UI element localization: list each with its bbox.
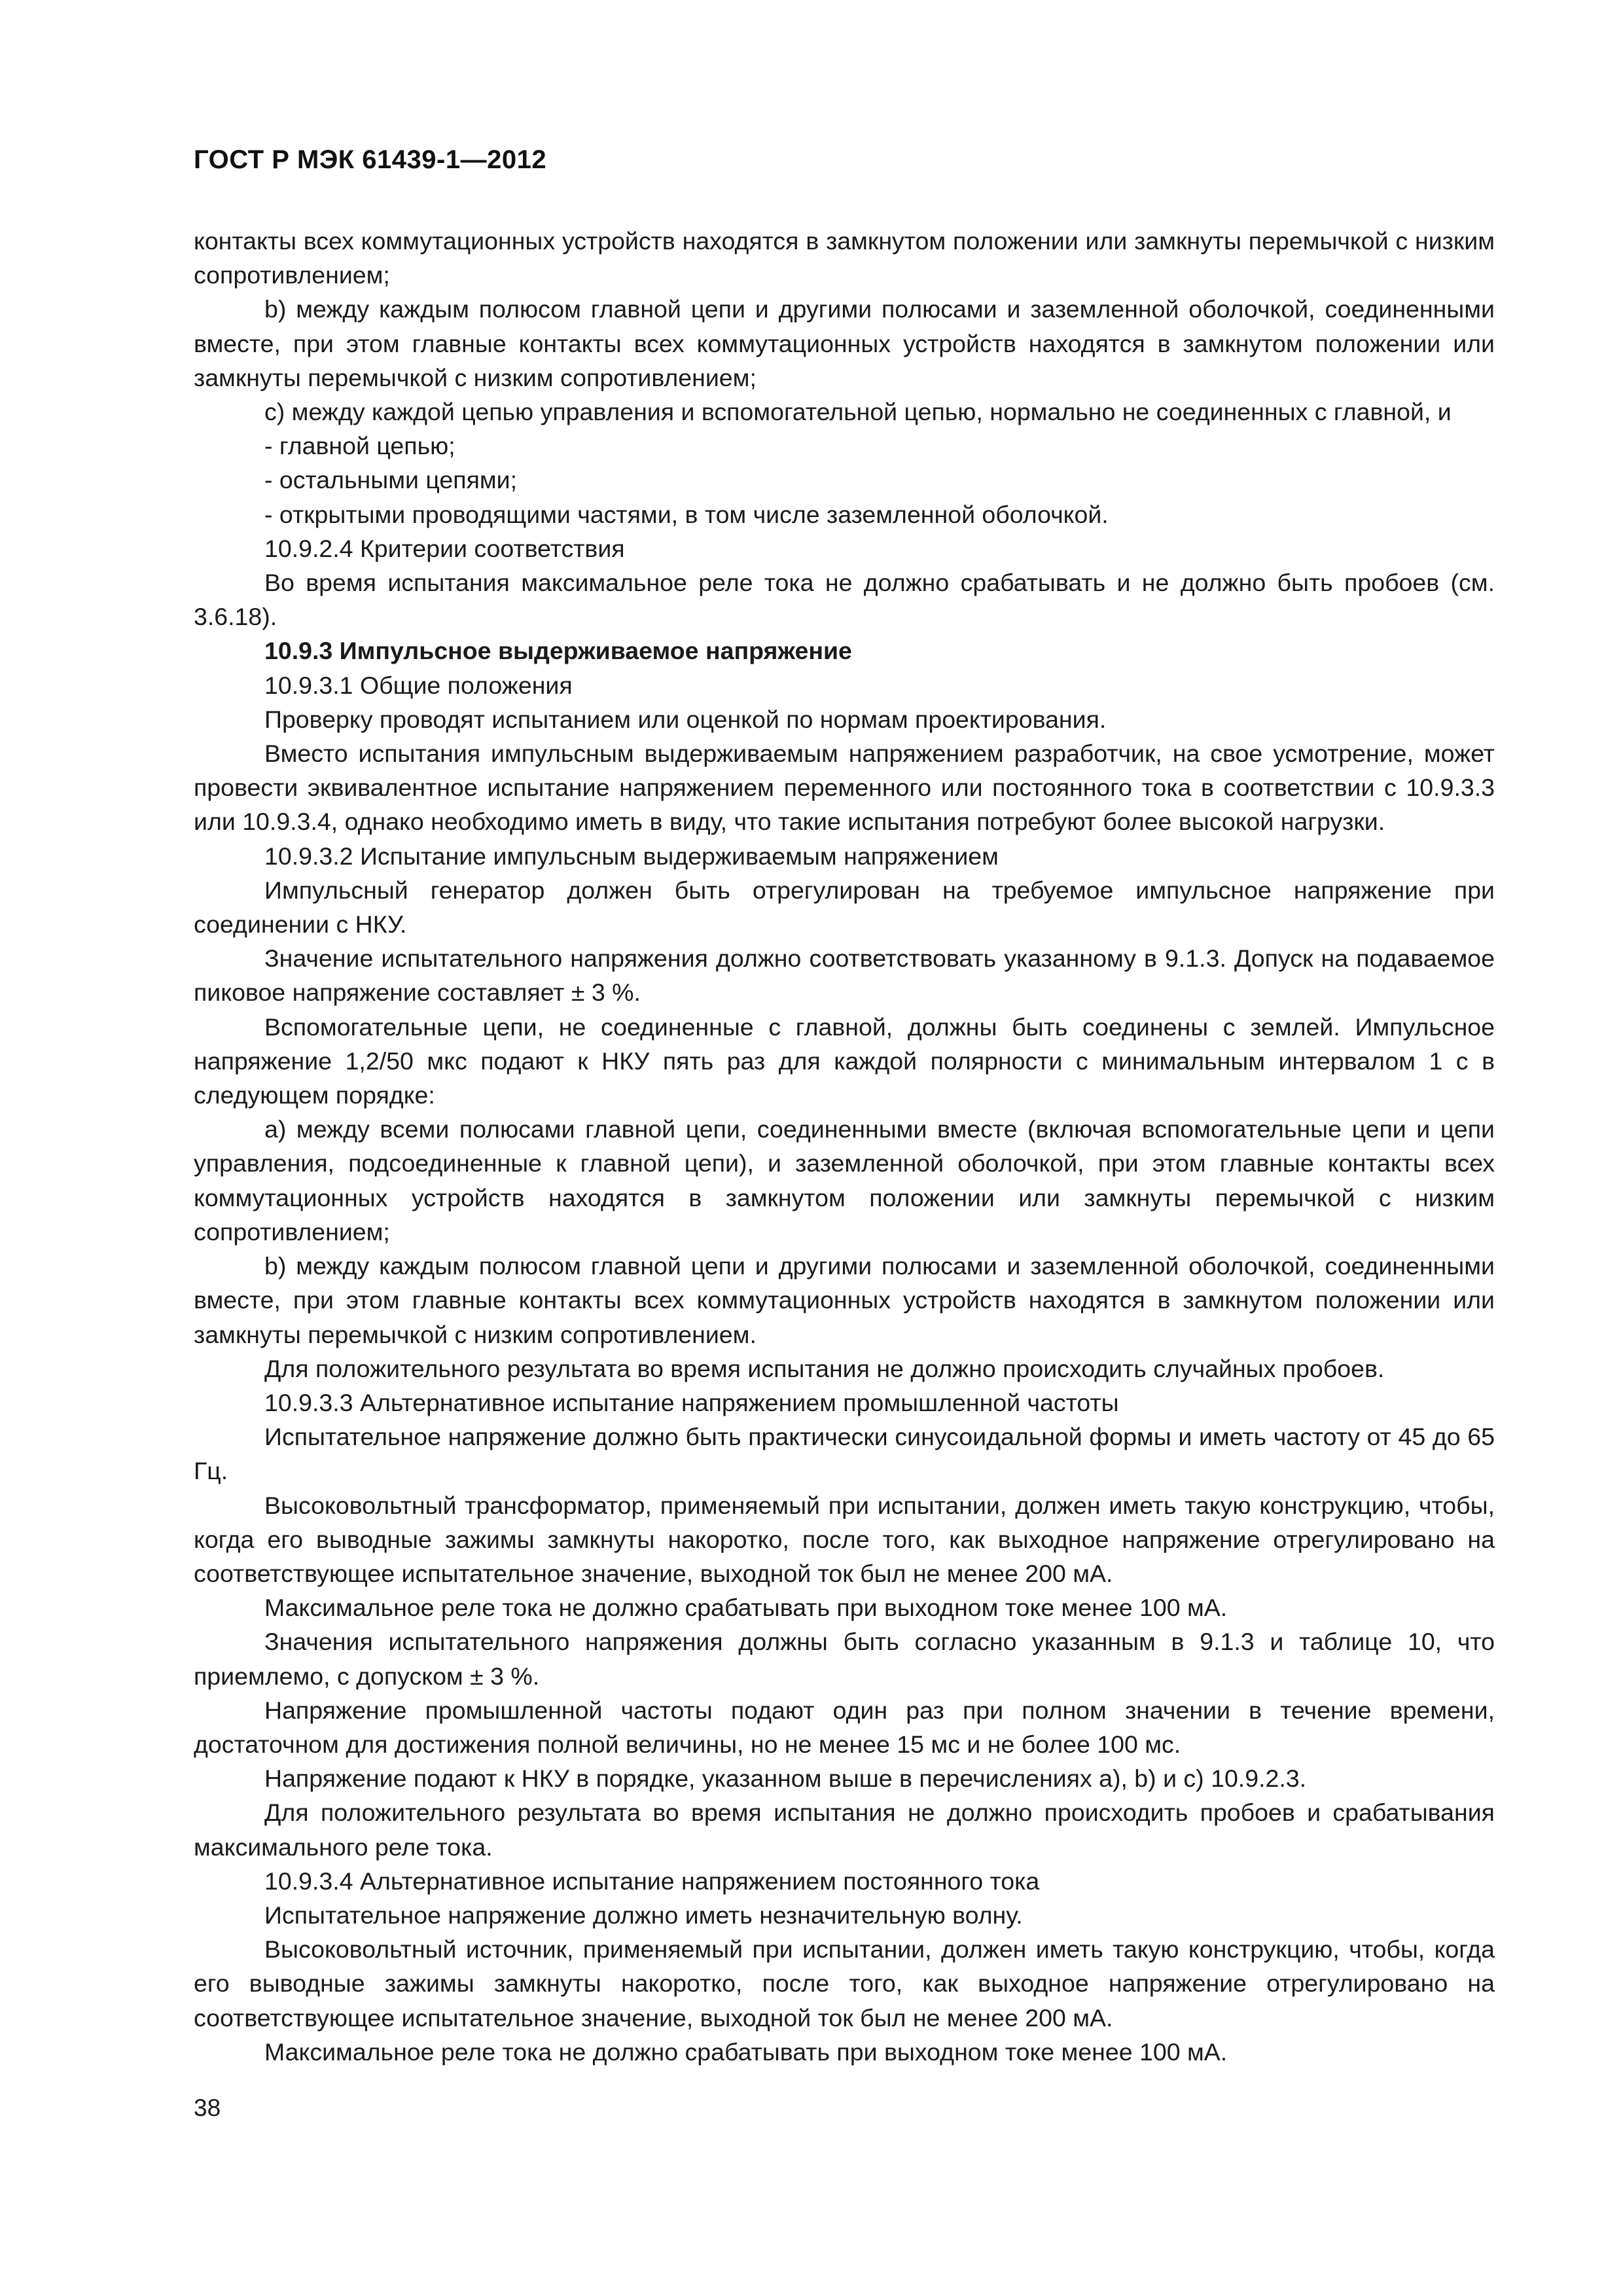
document-header-id: ГОСТ Р МЭК 61439-1—2012 (194, 145, 547, 174)
paragraph: Напряжение промышленной частоты подают один раз при полном значении в течение времени, достаточном для достижения полной величины, но не менее 15 мс и не более 100 мс. (194, 1696, 1495, 1758)
paragraph: Проверку проводят испытанием или оценкой по нормам проектирования. (264, 705, 1107, 733)
paragraph: 10.9.3.2 Испытание импульсным выдерживаемым напряжением (264, 842, 999, 870)
paragraph: Для положительного результата во время испытания не должно происходить случайных пробоев. (264, 1354, 1385, 1382)
paragraph: Высоковольтный источник, применяемый при испытании, должен иметь такую конструкцию, чтобы, когда его выводные зажимы замкнуты накоротко, после того, как выходное напряжение отрегулировано на соответствующее испытательное значение, выходной ток был не менее 200 мА. (194, 1935, 1495, 2032)
paragraph: Импульсный генератор должен быть отрегулирован на требуемое импульсное напряжение при соединении с НКУ. (194, 876, 1495, 939)
paragraph: Вспомогательные цепи, не соединенные с главной, должны быть соединены с землей. Импульсное напряжение 1,2/50 мкс подают к НКУ пять раз для каждой полярности с минимальным интервалом 1 с в следующем порядке: (194, 1013, 1495, 1109)
paragraph: 10.9.3.1 Общие положения (264, 671, 573, 699)
paragraph: Для положительного результата во время испытания не должно происходить пробоев и срабатывания максимального реле тока. (194, 1799, 1495, 1861)
document-body (194, 224, 1495, 2069)
paragraph: Испытательное напряжение должно иметь незначительную волну. (264, 1901, 1023, 1929)
paragraph: - открытыми проводящими частями, в том числе заземленной оболочкой. (264, 500, 1109, 528)
paragraph: 10.9.3.3 Альтернативное испытание напряжением промышленной частоты (264, 1388, 1119, 1416)
paragraph: Максимальное реле тока не должно срабатывать при выходном токе менее 100 мА. (264, 1594, 1228, 1622)
paragraph: b) между каждым полюсом главной цепи и другими полюсами и заземленной оболочкой, соединенными вместе, при этом главные контакты всех коммутационных устройств находятся в замкнутом положении или замкнуты перемычкой с низким сопротивлением. (194, 1252, 1495, 1348)
paragraph: контакты всех коммутационных устройств находятся в замкнутом положении или замкнуты перемычкой с низким сопротивлением; (194, 227, 1495, 289)
paragraph: Значения испытательного напряжения должны быть согласно указанным в 9.1.3 и таблице 10, что приемлемо, с допуском ± 3 %. (194, 1628, 1495, 1690)
page-number: 38 (194, 2094, 221, 2121)
paragraph: Напряжение подают к НКУ в порядке, указанном выше в перечислениях a), b) и c) 10.9.2.3. (264, 1765, 1307, 1793)
section-heading: 10.9.3 Импульсное выдерживаемое напряжение (264, 637, 852, 665)
paragraph: Высоковольтный трансформатор, применяемый при испытании, должен иметь такую конструкцию, чтобы, когда его выводные зажимы замкнуты накоротко, после того, как выходное напряжение отрегулировано на соответствующее испытательное значение, выходной ток был не менее 200 мА. (194, 1491, 1495, 1587)
paragraph: Во время испытания максимальное реле тока не должно срабатывать и не должно быть пробоев (см. 3.6.18). (194, 569, 1495, 631)
paragraph: c) между каждой цепью управления и вспомогательной цепью, нормально не соединенных с главной, и (264, 398, 1452, 426)
paragraph: 10.9.2.4 Критерии соответствия (264, 534, 625, 562)
paragraph: a) между всеми полюсами главной цепи, соединенными вместе (включая вспомогательные цепи и цепи управления, подсоединенные к главной цепи), и заземленной оболочкой, при этом главные контакты всех коммутационных устройств находятся в замкнутом положении или замкнуты перемычкой с низким сопротивлением; (194, 1115, 1495, 1246)
paragraph: Значение испытательного напряжения должно соответствовать указанному в 9.1.3. Допуск на подаваемое пиковое напряжение составляет ± 3 %. (194, 944, 1495, 1007)
paragraph: - остальными цепями; (264, 466, 518, 494)
paragraph: - главной цепью; (264, 432, 455, 460)
paragraph: Максимальное реле тока не должно срабатывать при выходном токе менее 100 мА. (264, 2037, 1228, 2066)
paragraph: Вместо испытания импульсным выдерживаемым напряжением разработчик, на свое усмотрение, может провести эквивалентное испытание напряжением переменного или постоянного тока в соответствии с 10.9.3.3 или 10.9.3.4, однако необходимо иметь в виду, что такие испытания потребуют более высокой нагрузки. (194, 740, 1495, 836)
paragraph: Испытательное напряжение должно быть практически синусоидальной формы и иметь частоту от 45 до 65 Гц. (194, 1423, 1495, 1485)
paragraph: 10.9.3.4 Альтернативное испытание напряжением постоянного тока (264, 1867, 1040, 1895)
paragraph: b) между каждым полюсом главной цепи и другими полюсами и заземленной оболочкой, соединенными вместе, при этом главные контакты всех коммутационных устройств находятся в замкнутом положении или замкнуты перемычкой с низким сопротивлением; (194, 295, 1495, 391)
